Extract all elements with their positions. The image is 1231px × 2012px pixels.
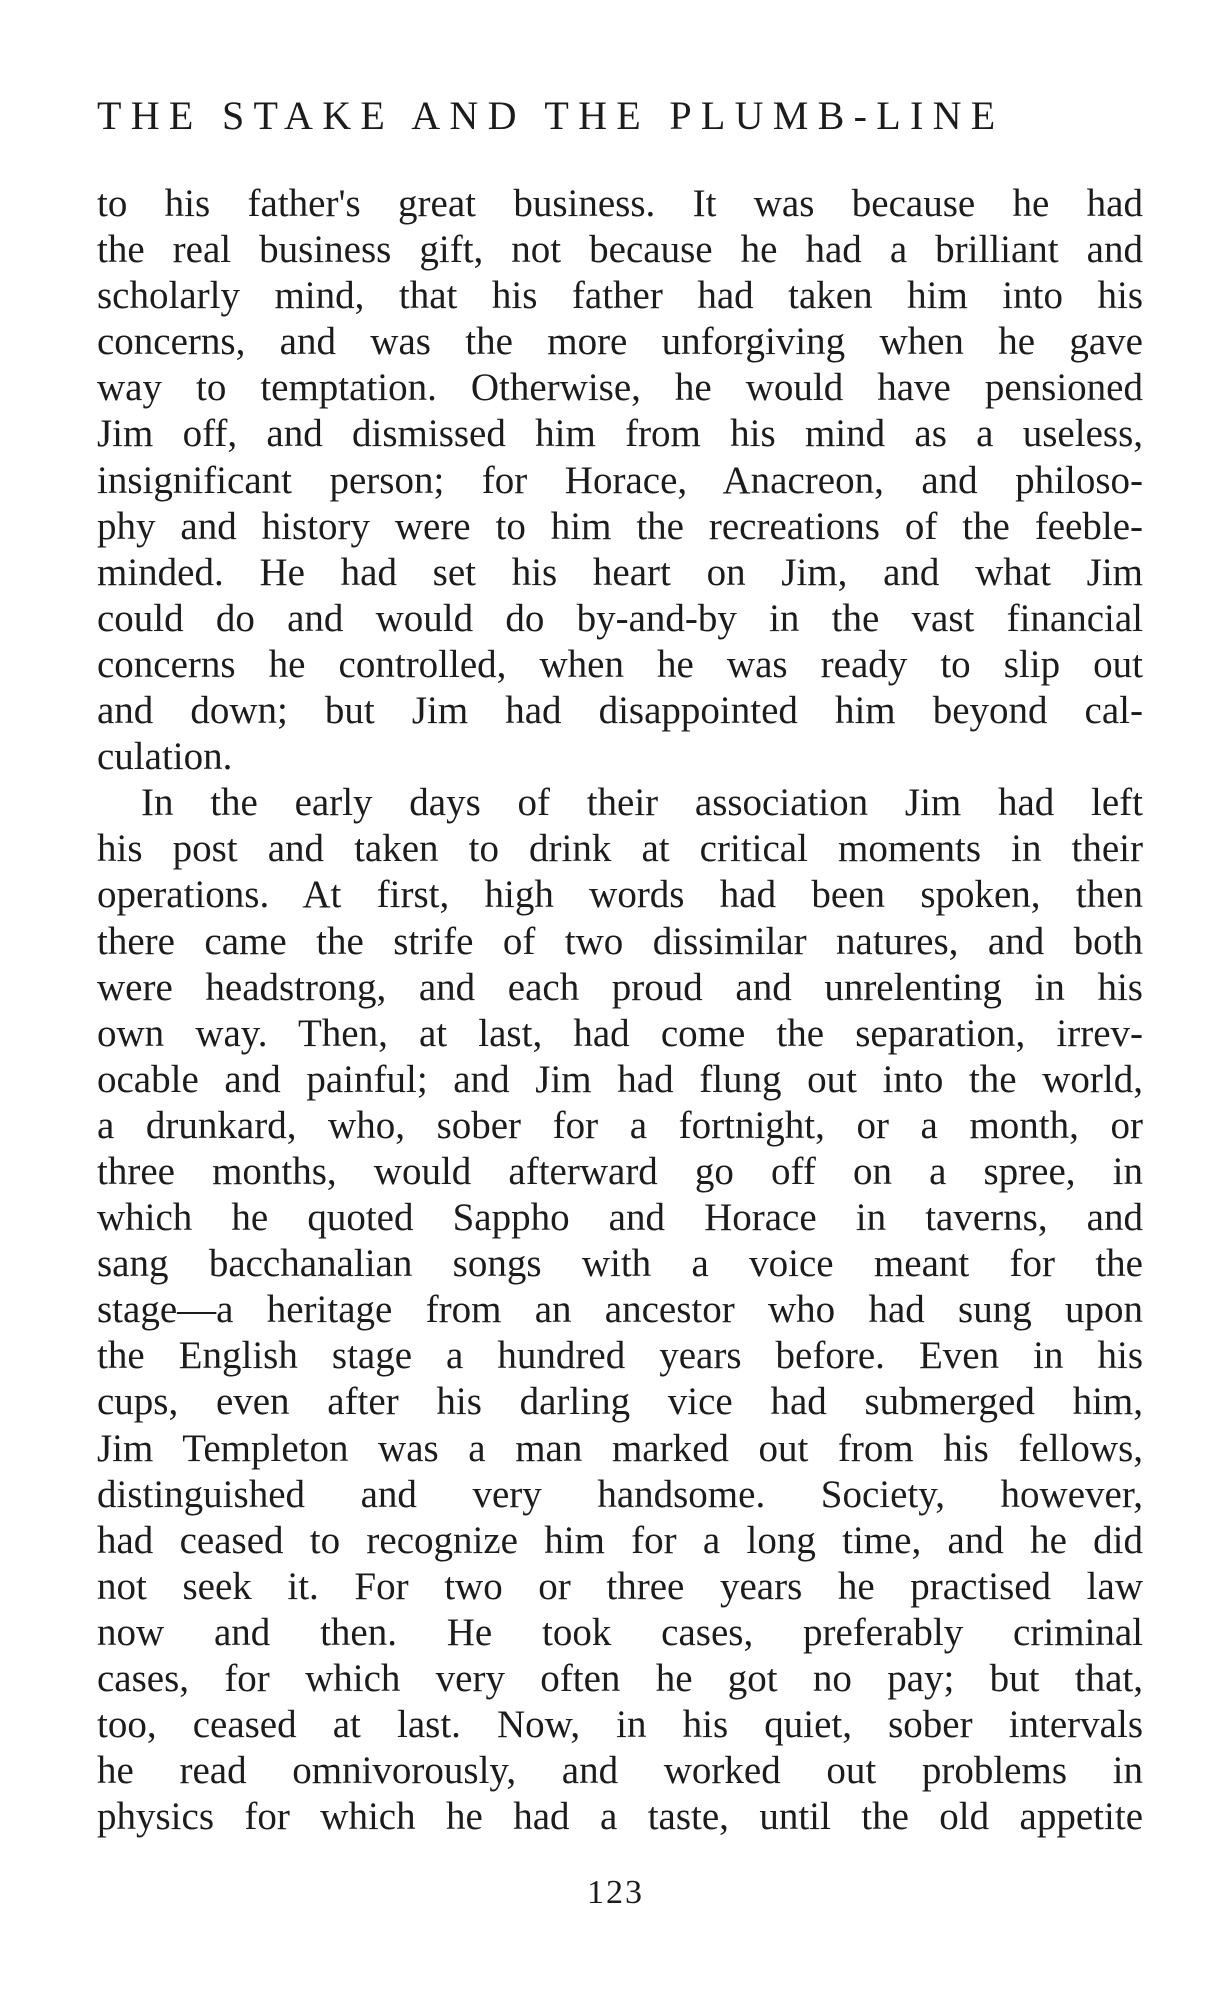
paragraph-first-line: In the early days of their association Jim had left — [141, 781, 1143, 825]
body-text — [97, 181, 1143, 1840]
text-line: phy and history were to him the recreations of the feeble- — [97, 504, 1143, 548]
text-line: there came the strife of two dissimilar natures, and both — [97, 919, 1143, 963]
text-line: a drunkard, who, sober for a fortnight, or a month, or — [97, 1103, 1143, 1147]
text-line: sang bacchanalian songs with a voice meant for the — [97, 1242, 1143, 1286]
text-line: the English stage a hundred years before. Even in his — [97, 1334, 1143, 1378]
text-line: he read omnivorously, and worked out problems in — [97, 1749, 1143, 1793]
text-line: minded. He had set his heart on Jim, and what Jim — [97, 550, 1143, 594]
text-line: Jim off, and dismissed him from his mind as a useless, — [97, 412, 1143, 456]
text-line: Jim Templeton was a man marked out from his fellows, — [97, 1426, 1143, 1470]
text-line: and down; but Jim had disappointed him beyond cal- — [97, 689, 1143, 733]
text-line: own way. Then, at last, had come the separation, irrev- — [97, 1011, 1143, 1055]
text-line: culation. — [97, 735, 233, 779]
text-line: physics for which he had a taste, until the old appetite — [97, 1795, 1143, 1839]
text-line: three months, would afterward go off on a spree, in — [97, 1149, 1143, 1193]
text-line: not seek it. For two or three years he practised law — [97, 1564, 1143, 1608]
text-line: now and then. He took cases, preferably criminal — [97, 1610, 1143, 1654]
text-line: could do and would do by-and-by in the vast financial — [97, 596, 1143, 640]
text-line: concerns, and was the more unforgiving when he gave — [97, 320, 1143, 364]
text-line: stage—a heritage from an ancestor who had sung upon — [97, 1288, 1143, 1332]
text-line: were headstrong, and each proud and unrelenting in his — [97, 965, 1143, 1009]
text-line: scholarly mind, that his father had taken him into his — [97, 274, 1143, 318]
text-line: which he quoted Sappho and Horace in taverns, and — [97, 1196, 1143, 1240]
text-line: his post and taken to drink at critical moments in their — [97, 827, 1143, 871]
text-line: cups, even after his darling vice had submerged him, — [97, 1380, 1143, 1424]
text-line: to his father's great business. It was because he had — [97, 182, 1143, 225]
text-line: had ceased to recognize him for a long time, and he did — [97, 1518, 1143, 1562]
text-line: the real business gift, not because he had a brilliant and — [97, 228, 1143, 272]
text-line: cases, for which very often he got no pay; but that, — [97, 1657, 1143, 1700]
text-line: concerns he controlled, when he was ready to slip out — [97, 642, 1143, 686]
text-line: operations. At first, high words had been spoken, then — [97, 873, 1143, 917]
text-line: too, ceased at last. Now, in his quiet, sober intervals — [97, 1703, 1143, 1747]
text-line: distinguished and very handsome. Society, however, — [97, 1472, 1143, 1516]
page-number: 123 — [587, 1874, 644, 1911]
text-line: ocable and painful; and Jim had flung out into the world, — [97, 1057, 1143, 1101]
text-line: insignificant person; for Horace, Anacreon, and philoso- — [97, 458, 1143, 502]
text-line: way to temptation. Otherwise, he would have pensioned — [97, 366, 1143, 410]
running-head: THE STAKE AND THE PLUMB-LINE — [97, 94, 1005, 138]
